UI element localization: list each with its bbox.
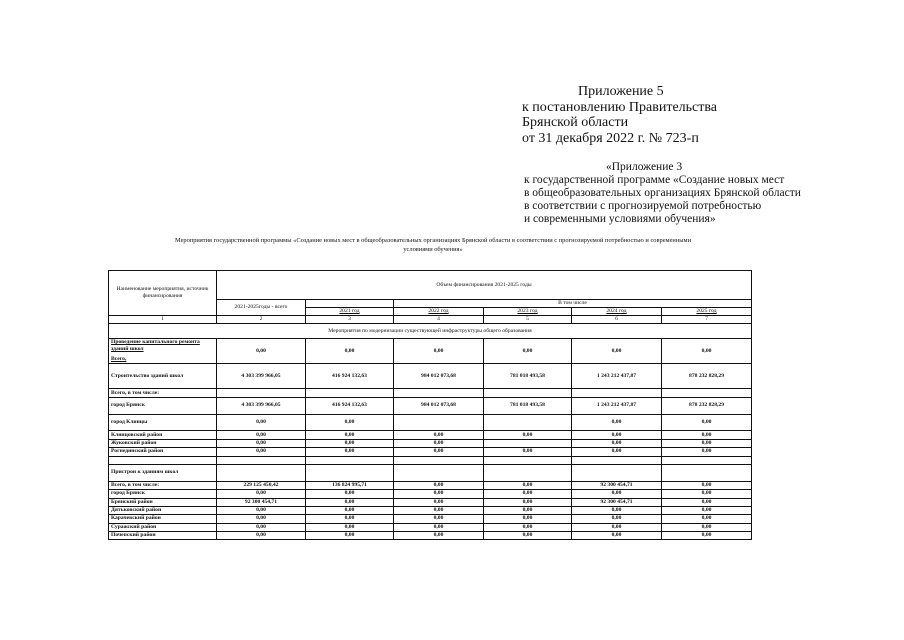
- value-cell: [217, 456, 306, 464]
- program-title: «Приложение 3: [606, 161, 683, 173]
- value-cell: 0,00: [306, 498, 394, 506]
- section-title-cell: Мероприятия по модернизации существующей инфраструктуры общего образования: [109, 324, 752, 339]
- program-line: в общеобразовательных организациях Брянской области: [524, 187, 801, 199]
- value-cell: 0,00: [572, 490, 662, 498]
- value-cell: 878 232 828,29: [662, 364, 752, 389]
- financing-table: [108, 270, 752, 540]
- value-cell: 0,00: [572, 414, 662, 431]
- value-cell: 0,00: [662, 481, 752, 489]
- appendix-line: Брянской области: [522, 115, 629, 130]
- table-row: [109, 389, 752, 397]
- value-cell: 0,00: [394, 498, 484, 506]
- value-cell: [217, 389, 306, 397]
- row-name-cell: Всего, в том числе:: [109, 389, 217, 397]
- row-name-cell: город Брянск: [109, 490, 217, 498]
- value-cell: 0,00: [217, 414, 306, 431]
- header-blank-cell: [306, 300, 394, 308]
- value-cell: 416 924 132,63: [306, 364, 394, 389]
- row-name-cell: Рогнединский район: [109, 448, 217, 456]
- row-name-cell: Пристрои к зданиям школ: [109, 464, 217, 481]
- value-cell: 0,00: [572, 431, 662, 439]
- value-cell: [572, 389, 662, 397]
- table-row: [109, 456, 752, 464]
- table-row: [109, 431, 752, 439]
- value-cell: 0,00: [394, 532, 484, 540]
- value-cell: 416 924 132,63: [306, 397, 394, 414]
- value-cell: [484, 456, 572, 464]
- row-name-cell: Суражский район: [109, 523, 217, 531]
- value-cell: [662, 456, 752, 464]
- value-cell: 0,00: [217, 523, 306, 531]
- table-row: [109, 364, 752, 389]
- value-cell: 0,00: [484, 490, 572, 498]
- value-cell: 0,00: [662, 490, 752, 498]
- value-cell: 781 018 493,58: [484, 397, 572, 414]
- caption-line: Мероприятия государственной программы «Создание новых мест в общеобразовательных организациях Брянской области в соответствии с прогнозируемой потребностью и современными: [174, 237, 692, 244]
- value-cell: [484, 389, 572, 397]
- caption-line: условиями обучения»: [403, 246, 463, 253]
- col-number-cell: 4: [394, 316, 484, 324]
- header-incl-cell: В том числе: [394, 300, 752, 308]
- value-cell: 0,00: [662, 414, 752, 431]
- value-cell: 0,00: [306, 431, 394, 439]
- value-cell: 0,00: [306, 448, 394, 456]
- value-cell: 0,00: [484, 523, 572, 531]
- row-name-cell: Всего, в том числе:: [109, 481, 217, 489]
- header-year-cell: 2022 год: [394, 308, 484, 316]
- value-cell: 92 300 454,71: [217, 498, 306, 506]
- row-name-cell: Клинцовский район: [109, 431, 217, 439]
- col-number-cell: 1: [109, 316, 217, 324]
- header-year-cell: 2023 год: [484, 308, 572, 316]
- table-row: [109, 339, 752, 364]
- table-row: [109, 498, 752, 506]
- col-number-cell: 3: [306, 316, 394, 324]
- value-cell: 0,00: [572, 506, 662, 514]
- value-cell: [217, 464, 306, 481]
- header-total-cell: 2021-2025годы - всего: [217, 300, 306, 316]
- value-cell: [306, 456, 394, 464]
- value-cell: [306, 389, 394, 397]
- table-row: [109, 481, 752, 489]
- appendix-title: Приложение 5: [578, 84, 664, 99]
- value-cell: [572, 456, 662, 464]
- value-cell: 0,00: [662, 523, 752, 531]
- value-cell: 0,00: [394, 506, 484, 514]
- value-cell: 0,00: [306, 506, 394, 514]
- value-cell: 0,00: [306, 515, 394, 523]
- value-cell: 0,00: [662, 515, 752, 523]
- value-cell: [306, 464, 394, 481]
- row-sub-text: Всего,: [111, 356, 127, 363]
- program-line: к государственной программе «Создание новых мест: [524, 174, 785, 186]
- row-name-cell: Брянский район: [109, 498, 217, 506]
- value-cell: [572, 464, 662, 481]
- table-caption: [108, 236, 758, 254]
- value-cell: [394, 456, 484, 464]
- value-cell: 0,00: [394, 339, 484, 364]
- value-cell: 4 303 399 966,05: [217, 397, 306, 414]
- value-cell: 0,00: [306, 439, 394, 447]
- value-cell: 0,00: [394, 431, 484, 439]
- value-cell: 0,00: [306, 414, 394, 431]
- value-cell: 0,00: [484, 506, 572, 514]
- value-cell: 0,00: [217, 532, 306, 540]
- col-number-cell: 2: [217, 316, 306, 324]
- table-row: [109, 532, 752, 540]
- program-header: [524, 161, 801, 226]
- value-cell: 0,00: [306, 339, 394, 364]
- row-name-text: Проведение капитального ремонта зданий школ: [111, 339, 200, 353]
- row-name-cell: Жуковский район: [109, 439, 217, 447]
- value-cell: 0,00: [217, 490, 306, 498]
- value-cell: 0,00: [394, 481, 484, 489]
- value-cell: 92 300 454,71: [572, 481, 662, 489]
- header-volume-cell: Объем финансирования 2021-2025 годы: [217, 271, 752, 300]
- value-cell: 0,00: [572, 523, 662, 531]
- value-cell: 0,00: [394, 515, 484, 523]
- value-cell: 229 125 450,42: [217, 481, 306, 489]
- table-row: [109, 506, 752, 514]
- value-cell: 1 243 212 437,87: [572, 397, 662, 414]
- row-name-cell: [109, 456, 217, 464]
- value-cell: 0,00: [662, 532, 752, 540]
- value-cell: 0,00: [572, 532, 662, 540]
- value-cell: 0,00: [394, 523, 484, 531]
- col-number-cell: 6: [572, 316, 662, 324]
- value-cell: 0,00: [662, 498, 752, 506]
- value-cell: 0,00: [217, 515, 306, 523]
- value-cell: 0,00: [484, 515, 572, 523]
- table-row: [109, 439, 752, 447]
- header-year-cell: 2024 год: [572, 308, 662, 316]
- value-cell: 781 018 493,58: [484, 364, 572, 389]
- table-row: [109, 414, 752, 431]
- value-cell: 0,00: [662, 339, 752, 364]
- value-cell: [484, 414, 572, 431]
- value-cell: 984 012 073,68: [394, 364, 484, 389]
- appendix-header: [522, 84, 717, 146]
- value-cell: 0,00: [662, 439, 752, 447]
- value-cell: 0,00: [662, 506, 752, 514]
- value-cell: 0,00: [217, 431, 306, 439]
- row-name-cell: Карачевский район: [109, 515, 217, 523]
- value-cell: 984 012 073,68: [394, 397, 484, 414]
- value-cell: [394, 414, 484, 431]
- value-cell: 0,00: [217, 506, 306, 514]
- row-name-cell: Строительство зданий школ: [109, 364, 217, 389]
- header-name-cell: Наименование мероприятия, источник финансирования: [109, 271, 217, 316]
- header-year-cell: 2021 год: [306, 308, 394, 316]
- value-cell: 0,00: [394, 439, 484, 447]
- appendix-line: от 31 декабря 2022 г. № 723-п: [522, 130, 699, 146]
- value-cell: [394, 389, 484, 397]
- value-cell: 136 824 995,71: [306, 481, 394, 489]
- value-cell: [484, 439, 572, 447]
- value-cell: 0,00: [306, 490, 394, 498]
- value-cell: 878 232 828,29: [662, 397, 752, 414]
- col-number-cell: 5: [484, 316, 572, 324]
- value-cell: 0,00: [306, 523, 394, 531]
- table-row: [109, 464, 752, 481]
- appendix-line: к постановлению Правительства: [522, 99, 718, 115]
- value-cell: [662, 389, 752, 397]
- value-cell: 4 303 399 966,05: [217, 364, 306, 389]
- value-cell: 0,00: [484, 532, 572, 540]
- row-name-cell: Почепский район: [109, 532, 217, 540]
- col-number-cell: 7: [662, 316, 752, 324]
- header-year-cell: 2025 год: [662, 308, 752, 316]
- table-row: [109, 523, 752, 531]
- value-cell: [662, 464, 752, 481]
- value-cell: 0,00: [662, 431, 752, 439]
- row-name-cell: Дятьковский район: [109, 506, 217, 514]
- value-cell: 0,00: [484, 481, 572, 489]
- value-cell: 0,00: [484, 448, 572, 456]
- value-cell: 0,00: [572, 439, 662, 447]
- value-cell: 0,00: [394, 448, 484, 456]
- table-row: [109, 397, 752, 414]
- value-cell: 0,00: [394, 490, 484, 498]
- value-cell: 0,00: [217, 439, 306, 447]
- value-cell: 0,00: [572, 515, 662, 523]
- row-name-cell: [109, 339, 217, 364]
- value-cell: 92 300 454,71: [572, 498, 662, 506]
- table-row: [109, 515, 752, 523]
- value-cell: 0,00: [572, 448, 662, 456]
- value-cell: 1 243 212 437,87: [572, 364, 662, 389]
- value-cell: 0,00: [217, 448, 306, 456]
- table-row: [109, 448, 752, 456]
- row-name-cell: город Брянск: [109, 397, 217, 414]
- value-cell: 0,00: [662, 448, 752, 456]
- value-cell: 0,00: [484, 431, 572, 439]
- program-line: в соответствии с прогнозируемой потребностью: [524, 200, 762, 212]
- value-cell: 0,00: [306, 532, 394, 540]
- row-name-cell: город Клинцы: [109, 414, 217, 431]
- value-cell: 0,00: [217, 339, 306, 364]
- value-cell: [484, 464, 572, 481]
- value-cell: 0,00: [484, 498, 572, 506]
- value-cell: [394, 464, 484, 481]
- table-row: [109, 490, 752, 498]
- program-line: и современными условиями обучения»: [524, 213, 716, 225]
- value-cell: 0,00: [484, 339, 572, 364]
- value-cell: 0,00: [572, 339, 662, 364]
